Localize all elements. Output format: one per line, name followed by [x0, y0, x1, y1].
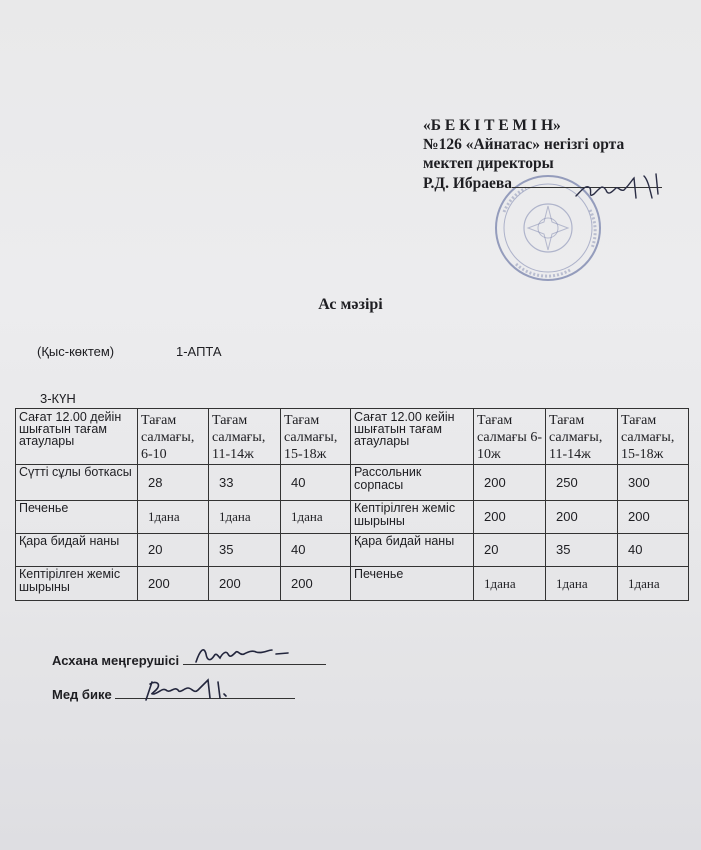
- header-cell: Сағат 12.00 кейін шығатын тағам атаулары: [351, 409, 474, 465]
- table-cell: 200: [546, 501, 618, 534]
- table-cell: 1дана: [281, 501, 351, 534]
- header-cell: Тағам салмағы, 6-10: [138, 409, 209, 465]
- menu-table: [15, 408, 689, 601]
- table-cell: 200: [474, 501, 546, 534]
- table-cell: 33: [209, 465, 281, 501]
- table-cell: 1дана: [618, 567, 689, 601]
- table-header-row: [16, 409, 689, 465]
- table-cell: Кептірілген жеміс шырыны: [351, 501, 474, 534]
- table-cell: 200: [281, 567, 351, 601]
- table-row: [16, 534, 689, 567]
- page-title: Ас мәзірі: [318, 296, 383, 313]
- table-cell: Печенье: [351, 567, 474, 601]
- table-cell: 1дана: [138, 501, 209, 534]
- approval-director: Р.Д. Ибраева: [423, 175, 512, 192]
- table-cell: 200: [209, 567, 281, 601]
- table-row: [16, 567, 689, 601]
- table-cell: 40: [281, 534, 351, 567]
- director-signature: [572, 170, 668, 206]
- table-cell: 20: [474, 534, 546, 567]
- table-cell: Қара бидай наны: [16, 534, 138, 567]
- table-cell: 35: [209, 534, 281, 567]
- table-row: [16, 465, 689, 501]
- table-cell: 40: [618, 534, 689, 567]
- header-cell: Тағам салмағы, 11-14ж: [209, 409, 281, 465]
- season-label: (Қыс-көктем): [37, 344, 115, 359]
- nurse-signature: [140, 676, 232, 704]
- cafeteria-head-signature: [192, 640, 292, 668]
- table-cell: Қара бидай наны: [351, 534, 474, 567]
- week-label: 1-АПТА: [176, 344, 222, 359]
- table-row: [16, 501, 689, 534]
- header-cell: Тағам салмағы, 11-14ж: [546, 409, 618, 465]
- table-cell: 300: [618, 465, 689, 501]
- cafeteria-head-label: Асхана меңгерушісі: [52, 653, 180, 668]
- table-cell: Кептірілген жеміс шырыны: [16, 567, 138, 601]
- approval-school: №126 «Айнатас» негізгі орта: [423, 136, 625, 153]
- table-cell: 35: [546, 534, 618, 567]
- table-cell: 40: [281, 465, 351, 501]
- nurse-label: Мед бике: [52, 687, 112, 702]
- table-cell: 200: [138, 567, 209, 601]
- table-cell: Рассольник сорпасы: [351, 465, 474, 501]
- table-cell: 250: [546, 465, 618, 501]
- day-label: 3-КҮН: [40, 391, 76, 406]
- approval-position: мектеп директоры: [423, 155, 554, 172]
- table-cell: Сүтті сұлы боткасы: [16, 465, 138, 501]
- header-cell: Сағат 12.00 дейін шығатын тағам атаулары: [16, 409, 138, 465]
- header-cell: Тағам салмағы, 15-18ж: [281, 409, 351, 465]
- table-cell: 1дана: [474, 567, 546, 601]
- table-cell: 20: [138, 534, 209, 567]
- header-cell: Тағам салмағы, 15-18ж: [618, 409, 689, 465]
- approval-heading: «Б Е К І Т Е М І Н»: [423, 117, 561, 134]
- table-cell: 28: [138, 465, 209, 501]
- table-cell: 200: [474, 465, 546, 501]
- table-cell: Печенье: [16, 501, 138, 534]
- table-cell: 1дана: [546, 567, 618, 601]
- table-cell: 200: [618, 501, 689, 534]
- header-cell: Тағам салмағы 6-10ж: [474, 409, 546, 465]
- table-cell: 1дана: [209, 501, 281, 534]
